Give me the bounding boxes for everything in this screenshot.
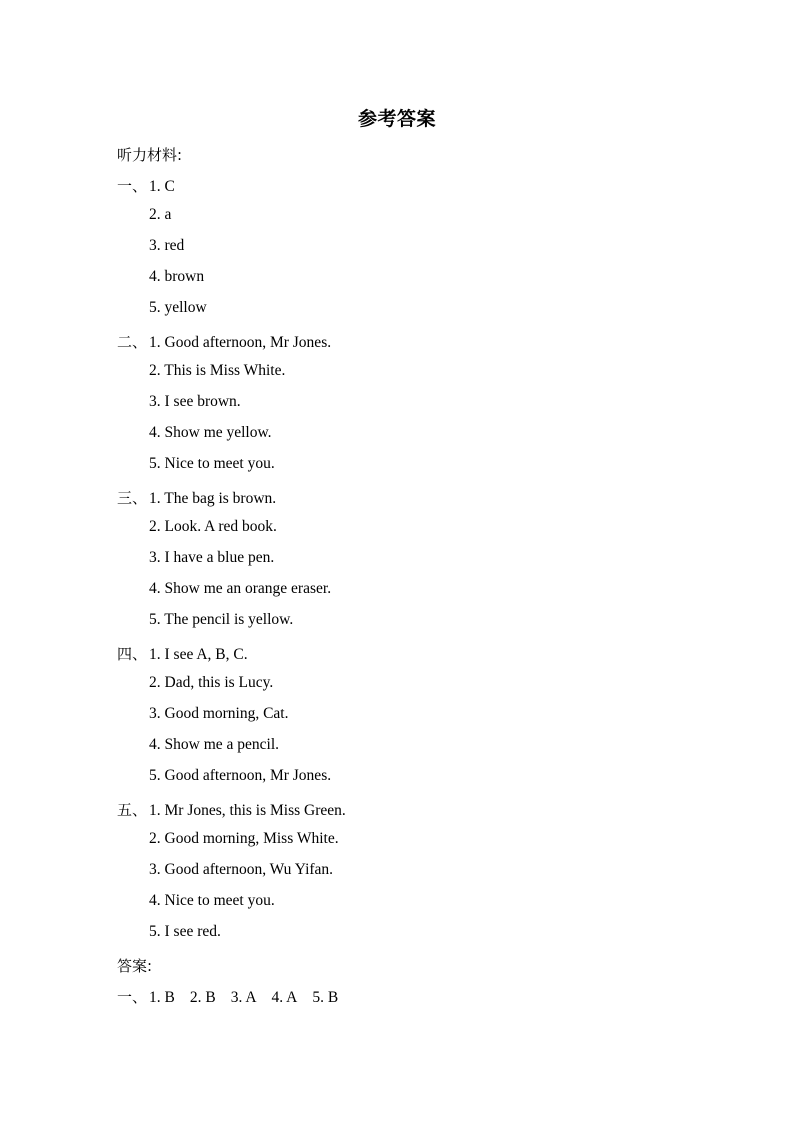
list-item (117, 736, 279, 756)
item-text: 1. Good afternoon, Mr Jones. (149, 334, 332, 351)
list-item (117, 892, 275, 912)
list-item (117, 331, 331, 351)
item-text: 1. C (149, 178, 175, 195)
list-item (117, 674, 273, 694)
section-marker: 二、 (117, 333, 148, 351)
item-text: 2. Look. A red book. (149, 518, 277, 535)
page-title: 参考答案 (357, 108, 436, 130)
item-text: 3. red (149, 237, 185, 254)
list-item (117, 923, 221, 943)
item-text: 2. This is Miss White. (149, 362, 286, 379)
item-text: 5. Nice to meet you. (149, 455, 275, 472)
list-item (117, 518, 277, 538)
answer-item: 5. B (312, 989, 339, 1006)
item-text: 3. I have a blue pen. (149, 549, 275, 566)
answer-row (117, 986, 353, 1006)
list-item (117, 767, 331, 787)
item-text: 5. Good afternoon, Mr Jones. (149, 767, 332, 784)
item-text: 3. I see brown. (149, 393, 241, 410)
item-text: 1. I see A, B, C. (149, 646, 248, 663)
list-item (117, 424, 272, 444)
answer-item: 2. B (189, 989, 216, 1006)
list-item (117, 611, 293, 631)
item-text: 4. Show me an orange eraser. (149, 580, 332, 597)
item-text: 5. The pencil is yellow. (149, 611, 294, 628)
list-item (117, 268, 204, 288)
item-text: 4. Nice to meet you. (149, 892, 275, 909)
item-text: 5. yellow (149, 299, 207, 316)
answer-item: 3. A (230, 989, 257, 1006)
section-marker: 一、 (117, 988, 148, 1006)
answer-heading: 答案: (117, 957, 153, 975)
item-text: 1. Mr Jones, this is Miss Green. (149, 802, 346, 819)
answer-item: 1. B (149, 989, 175, 1006)
list-item (117, 580, 331, 600)
item-text: 4. Show me yellow. (149, 424, 272, 441)
section-marker: 五、 (117, 801, 148, 819)
item-text: 2. a (149, 206, 172, 223)
item-text: 2. Dad, this is Lucy. (149, 674, 274, 691)
listening-heading: 听力材料: (117, 146, 183, 164)
list-item (117, 175, 175, 195)
list-item (117, 393, 241, 413)
item-text: 3. Good morning, Cat. (149, 705, 289, 722)
item-text: 3. Good afternoon, Wu Yifan. (149, 861, 334, 878)
list-item (117, 549, 274, 569)
list-item (117, 861, 333, 881)
list-item (117, 455, 275, 475)
item-text: 4. Show me a pencil. (149, 736, 280, 753)
list-item (117, 643, 248, 663)
item-text: 2. Good morning, Miss White. (149, 830, 339, 847)
list-item (117, 830, 339, 850)
list-item (117, 705, 289, 725)
item-text: 5. I see red. (149, 923, 221, 940)
item-text: 1. The bag is brown. (149, 490, 277, 507)
section-marker: 四、 (117, 645, 148, 663)
list-item (117, 362, 285, 382)
list-item (117, 206, 171, 226)
list-item (117, 237, 184, 257)
section-marker: 一、 (117, 177, 148, 195)
item-text: 4. brown (149, 268, 205, 285)
list-item (117, 487, 276, 507)
section-marker: 三、 (117, 489, 148, 507)
list-item (117, 299, 207, 319)
list-item (117, 799, 346, 819)
answer-item: 4. A (271, 989, 298, 1006)
